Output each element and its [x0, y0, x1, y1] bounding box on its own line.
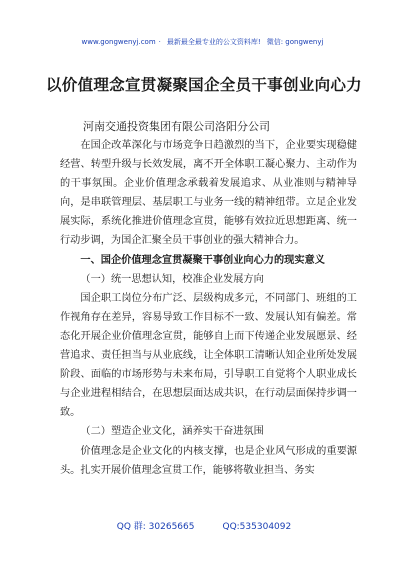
site-header [0, 36, 408, 48]
body-paragraph-1: 国企职工岗位分布广泛、层级构成多元，不同部门、班组的工作视角存在差异，容易导致工作目标不一致、发展认知有偏差。常态化开展企业价值理念宣贯，能够自上而下传递企业发展愿景、经营追求、责任担当与从业底线，让全体职工清晰认知企业所处发展阶段、面临的市场形势与未来布局，引导职工自觉将个人职业成长与企业进程相结合，在思想层面达成共识，在行动层面保持步调一致。 [60, 292, 357, 419]
qq-group: QQ 群: 30265665 [116, 522, 195, 532]
subsection-heading-2: （二）塑造企业文化，涵养实干奋进氛围 [80, 426, 264, 438]
wechat-id: 微信: gongwenyj [266, 38, 324, 46]
document-body [60, 136, 357, 480]
intro-paragraph: 在国企改革深化与市场竞争日趋激烈的当下，企业要实现稳健经营、转型升级与长效发展，离不开全体职工凝心聚力、主动作为的干事氛围。企业价值理念承载着发展追求、从业准则与精神导向，是串联管理层、基层职工与业务一线的精神纽带。立足企业发展实际，系统化推进价值理念宣贯，能够有效拉近思想距离、统一行动步调，为国企汇聚全员干事创业的强大精神合力。 [60, 140, 357, 247]
document-title: 以价值理念宣贯凝聚国企全员干事创业向心力 [45, 75, 362, 94]
body-paragraph-2: 价值理念是企业文化的内核支撑，也是企业风气形成的重要源头。扎实开展价值理念宣贯工作，能够将敬业担当、务实 [60, 445, 357, 476]
document-author: 河南交通投资集团有限公司洛阳分公司 [83, 120, 270, 133]
qq-number: QQ:535304092 [222, 522, 292, 532]
subsection-heading-1: （一）统一思想认知，校准企业发展方向 [80, 273, 264, 285]
site-link[interactable]: www.gongwenyj.com [81, 38, 156, 46]
header-separator: · [158, 38, 161, 46]
page-footer [0, 520, 408, 534]
site-slogan: 最新最全最专业的公文资料库! [166, 38, 261, 46]
section-heading: 一、国企价值理念宣贯凝聚干事创业向心力的现实意义 [80, 253, 325, 266]
